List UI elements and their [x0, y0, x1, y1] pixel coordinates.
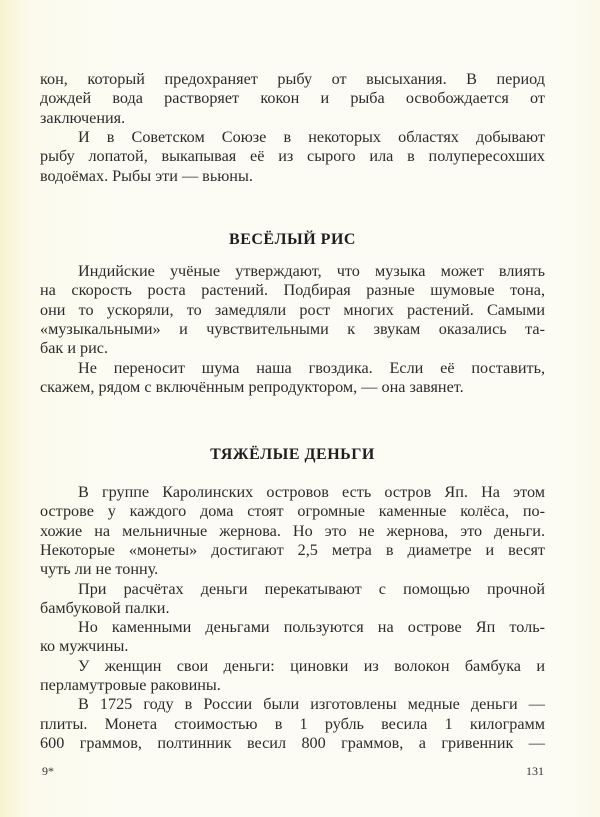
text-line: кон, который предохраняет рыбу от высыхания. В период	[40, 70, 545, 88]
text-line: плиты. Монета стоимостью в 1 рубль весила 1 килограмм	[40, 714, 545, 733]
text-line: Некоторые «монеты» достигают 2,5 метра в диаметре и весят	[40, 540, 545, 559]
text-line: водоёмах. Рыбы эти — вьюны.	[40, 166, 253, 185]
text-line: они то ускоряли, то замедляли рост многих растений. Самыми	[40, 300, 545, 319]
text-line: чуть ли не тонну.	[40, 560, 159, 579]
text-line: острове у каждого дома стоят огромные каменные колёса, по-	[40, 502, 545, 521]
text-line: И в Советском Союзе в некоторых областях добывают	[78, 127, 545, 146]
text-line: на скорость роста растений. Подбирая разные шумовые тона,	[40, 281, 545, 300]
text-line: 600 граммов, полтинник весил 800 граммов, а гривенник —	[40, 733, 545, 752]
text-line: У женщин свои деньги: циновки из волокон бамбука и	[78, 656, 545, 675]
text-line: В 1725 году в России были изготовлены медные деньги —	[78, 695, 545, 714]
section-heading: ТЯЖЁЛЫЕ ДЕНЬГИ	[210, 446, 375, 463]
text-line: Но каменными деньгами пользуются на острове Яп толь-	[78, 618, 545, 637]
text-line: дождей вода растворяет кокон и рыба освобождается от	[40, 89, 545, 108]
text-line: При расчётах деньги перекатывают с помощью прочной	[78, 579, 545, 598]
text-line: скажем, рядом с включённым репродуктором, — она завянет.	[40, 377, 464, 396]
text-line: ко мужчины.	[40, 637, 129, 656]
text-line: рыбу лопатой, выкапывая её из сырого ила в полупересохших	[40, 147, 545, 166]
page-number: 131	[526, 764, 544, 778]
text-line: «музыкальными» и чувствительными к звукам оказались та-	[40, 319, 545, 338]
text-line: Не переносит шума наша гвоздика. Если её поставить,	[78, 358, 545, 377]
text-line: В группе Каролинских островов есть остров Яп. На этом	[78, 483, 545, 501]
text-line: заключения.	[40, 108, 126, 127]
text-line: Индийские учёные утверждают, что музыка может влиять	[78, 262, 545, 280]
text-line: хожие на мельничные жернова. Но это не жернова, это деньги.	[40, 521, 545, 540]
text-line: перламутровые раковины.	[40, 676, 221, 694]
text-line: бак и рис.	[40, 339, 109, 358]
signature-mark: 9*	[42, 764, 54, 778]
section-heading: ВЕСЁЛЫЙ РИС	[229, 231, 356, 248]
text-line: бамбуковой палки.	[40, 598, 170, 617]
